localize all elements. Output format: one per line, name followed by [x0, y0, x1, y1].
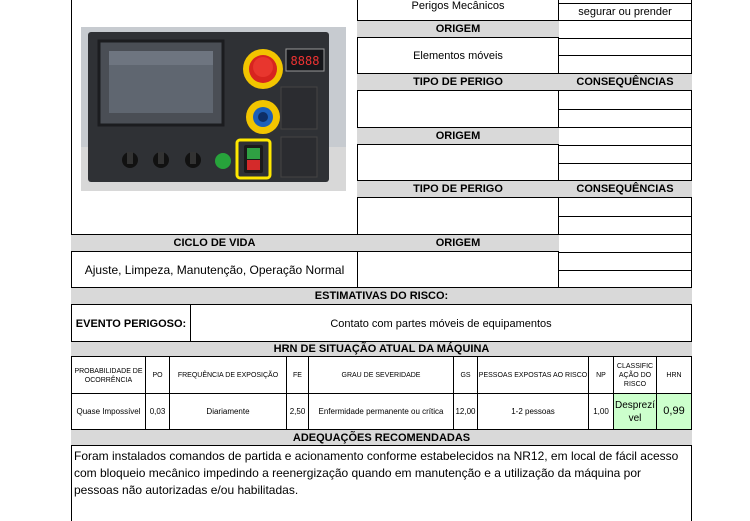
hrn-header-freq: FREQUÊNCIA DE EXPOSIÇÃO — [177, 372, 279, 379]
hrn-header-fe: FE — [293, 372, 302, 379]
estimativas-header: ESTIMATIVAS DO RISCO: — [71, 287, 692, 305]
svg-text:8888: 8888 — [290, 54, 320, 68]
row-line — [558, 55, 691, 56]
tipo-perigo-header-1: TIPO DE PERIGO — [357, 73, 559, 91]
evento-perigoso-label: EVENTO PERIGOSO: — [75, 317, 187, 330]
hrn-value-np: 1,00 — [593, 406, 609, 416]
hrn-header-gs: GS — [460, 372, 471, 379]
hazard-group-text: Perigos Mecânicos — [411, 0, 505, 12]
row-line — [558, 38, 691, 39]
hrn-header-grau: GRAU DE SEVERIDADE — [341, 372, 421, 379]
consequence-top-text: segurar ou prender — [578, 5, 672, 18]
hrn-value-classif: Desprezível — [614, 394, 656, 429]
hrn-value-hrn: 0,99 — [657, 394, 691, 429]
origem-header-1: ORIGEM — [357, 20, 559, 38]
row-line — [558, 216, 691, 217]
row-line — [558, 270, 691, 271]
hrn-value-gs: 12,00 — [455, 406, 476, 416]
adequacoes-header: ADEQUAÇÕES RECOMENDADAS — [71, 429, 692, 446]
consequencias-header-1: CONSEQUÊNCIAS — [558, 73, 692, 91]
row-line — [357, 127, 691, 128]
hrn-value-grau: Enfermidade permanente ou crítica — [318, 406, 444, 416]
hrn-value-pessoas: 1-2 pessoas — [511, 406, 555, 416]
consequencias-header-2: CONSEQUÊNCIAS — [558, 180, 692, 198]
adequacoes-text: Foram instalados comandos de partida e acionamento conforme estabelecidos na NR12, em local de fácil acesso com bloqueio mecânico impedindo a reenergização quando em manutenção e a utilização da máquina por pessoas não autorizadas e/ou habilitadas. — [74, 449, 679, 497]
row-line — [558, 109, 691, 110]
hrn-header-np: NP — [596, 372, 606, 379]
origem-header-2: ORIGEM — [357, 127, 559, 145]
row-line — [558, 145, 691, 146]
hrn-value-po: 0,03 — [149, 406, 166, 416]
hrn-header-classif: CLASSIFIC AÇÃO DO RISCO — [616, 363, 654, 388]
hrn-header-prob: PROBABILIDADE DE OCORRÊNCIA — [74, 367, 143, 384]
hrn-value-freq: Diariamente — [206, 406, 250, 416]
ciclo-de-vida-header: CICLO DE VIDA — [71, 234, 358, 252]
hrn-value-prob: Quase Impossível — [76, 406, 141, 416]
origem-header-3: ORIGEM — [357, 234, 559, 252]
origem-value: Elementos móveis — [413, 49, 503, 62]
row-line — [558, 20, 691, 21]
machine-panel-photo — [81, 27, 346, 191]
hrn-header-pessoas: PESSOAS EXPOSTAS AO RISCO — [478, 372, 588, 379]
tipo-perigo-header-2: TIPO DE PERIGO — [357, 180, 559, 198]
ciclo-de-vida-value: Ajuste, Limpeza, Manutenção, Operação Normal — [84, 262, 345, 277]
hrn-header-hrn: HRN — [666, 372, 682, 379]
row-line — [558, 252, 691, 253]
row-line — [558, 163, 691, 164]
hrn-value-fe: 2,50 — [289, 406, 306, 416]
hrn-header-po: PO — [152, 372, 163, 379]
control-panel-illustration — [81, 27, 346, 191]
row-line — [558, 234, 691, 235]
hrn-title: HRN DE SITUAÇÃO ATUAL DA MÁQUINA — [71, 341, 692, 357]
evento-perigoso-value: Contato com partes móveis de equipamentos — [330, 317, 552, 330]
